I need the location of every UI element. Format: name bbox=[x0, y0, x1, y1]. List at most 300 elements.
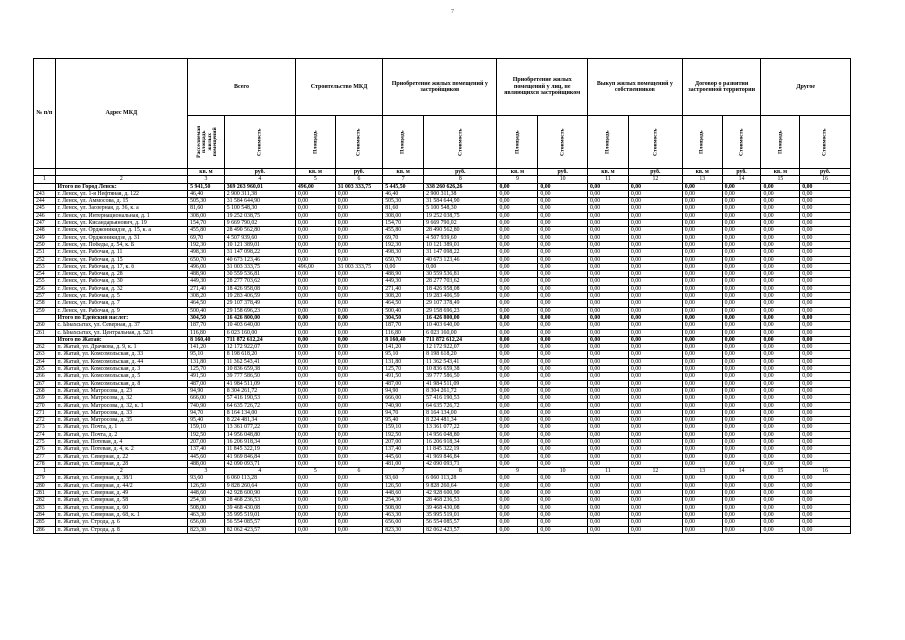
value-cell: 823,30 bbox=[188, 526, 225, 533]
value-cell: 8 198 618,20 bbox=[224, 351, 295, 358]
table-row bbox=[34, 395, 851, 402]
value-cell: 0,00 bbox=[628, 351, 682, 358]
value-cell: 0,00 bbox=[761, 205, 800, 212]
value-cell: 0,00 bbox=[538, 409, 588, 416]
value-cell: 187,70 bbox=[188, 322, 225, 329]
value-cell: 0,00 bbox=[538, 431, 588, 438]
value-cell: 0,00 bbox=[682, 519, 722, 526]
row-number-cell: 276 bbox=[34, 446, 56, 453]
value-cell: 0,00 bbox=[682, 395, 722, 402]
value-cell: 448,60 bbox=[383, 490, 424, 497]
table-row bbox=[34, 424, 851, 431]
value-cell: 0,00 bbox=[800, 438, 851, 445]
subheader-cost bbox=[224, 116, 295, 169]
value-cell: 0,00 bbox=[587, 395, 628, 402]
value-cell: 5 bbox=[295, 468, 335, 475]
value-cell: 666,00 bbox=[383, 395, 424, 402]
value-cell: 0,00 bbox=[335, 336, 382, 343]
value-cell: 0,00 bbox=[587, 380, 628, 387]
value-cell: 10 403 640,00 bbox=[224, 322, 295, 329]
value-cell: 0,00 bbox=[722, 387, 761, 394]
value-cell: 0,00 bbox=[761, 504, 800, 511]
value-cell: 0,00 bbox=[761, 497, 800, 504]
value-cell: 0,00 bbox=[800, 278, 851, 285]
table-body bbox=[34, 169, 851, 534]
value-cell: 0,00 bbox=[722, 314, 761, 321]
value-cell: 711 872 612,24 bbox=[224, 336, 295, 343]
value-cell: 0,00 bbox=[800, 373, 851, 380]
value-cell: 0,00 bbox=[628, 409, 682, 416]
value-cell: 0,00 bbox=[682, 183, 722, 190]
value-cell: 28 490 562,80 bbox=[224, 227, 295, 234]
value-cell: 0,00 bbox=[335, 344, 382, 351]
value-cell: 64 635 726,72 bbox=[224, 402, 295, 409]
value-cell: 0,00 bbox=[800, 402, 851, 409]
value-cell: 0,00 bbox=[587, 190, 628, 197]
value-cell: 496,00 bbox=[295, 183, 335, 190]
value-cell: 308,20 bbox=[188, 293, 225, 300]
value-cell: 0,00 bbox=[761, 460, 800, 467]
value-cell: 0,00 bbox=[295, 395, 335, 402]
value-cell: 0,00 bbox=[800, 431, 851, 438]
value-cell: 0,00 bbox=[628, 475, 682, 482]
value-cell: 0,00 bbox=[538, 198, 588, 205]
value-cell: 11 362 543,41 bbox=[224, 358, 295, 365]
row-number-cell: 243 bbox=[34, 190, 56, 197]
value-cell: 141,20 bbox=[188, 344, 225, 351]
value-cell: 13 bbox=[682, 468, 722, 475]
value-cell: 0,00 bbox=[587, 424, 628, 431]
value-cell: 31 003 333,75 bbox=[335, 183, 382, 190]
row-number-cell: 275 bbox=[34, 438, 56, 445]
subheader-label: Площадь bbox=[312, 130, 319, 154]
header-address: Адрес МКД bbox=[55, 59, 188, 169]
value-cell: 0,00 bbox=[800, 387, 851, 394]
value-cell: 0,00 bbox=[628, 366, 682, 373]
value-cell: 0,00 bbox=[722, 511, 761, 518]
value-cell: 7 bbox=[383, 468, 424, 475]
value-cell: 0,00 bbox=[800, 344, 851, 351]
value-cell: 0,00 bbox=[800, 351, 851, 358]
value-cell: 0,00 bbox=[538, 241, 588, 248]
value-cell: 0,00 bbox=[761, 241, 800, 248]
value-cell: 823,30 bbox=[383, 526, 424, 533]
value-cell: 39 777 586,50 bbox=[424, 373, 497, 380]
value-cell: 207,00 bbox=[188, 438, 225, 445]
value-cell: 0,00 bbox=[761, 227, 800, 234]
value-cell: 0,00 bbox=[761, 278, 800, 285]
value-cell: 0,00 bbox=[761, 417, 800, 424]
value-cell: 0,00 bbox=[628, 314, 682, 321]
value-cell: 0,00 bbox=[628, 183, 682, 190]
value-cell: 41 969 846,84 bbox=[224, 453, 295, 460]
value-cell: 0,00 bbox=[722, 183, 761, 190]
value-cell: 0,00 bbox=[682, 190, 722, 197]
page-number: 7 bbox=[451, 9, 454, 15]
column-index-cell: 15 bbox=[761, 176, 800, 183]
value-cell: 0,00 bbox=[587, 263, 628, 270]
value-cell: 0,00 bbox=[295, 366, 335, 373]
value-cell: 116,80 bbox=[188, 329, 225, 336]
value-cell: 0,00 bbox=[295, 212, 335, 219]
address-cell: п. Жатай, ул. Матросова, д. 33 bbox=[55, 409, 188, 416]
value-cell: 0,00 bbox=[682, 358, 722, 365]
value-cell: 0,00 bbox=[800, 183, 851, 190]
value-cell: 0,00 bbox=[295, 526, 335, 533]
value-cell: 464,50 bbox=[188, 300, 225, 307]
value-cell: 0,00 bbox=[800, 220, 851, 227]
value-cell: 0,00 bbox=[800, 256, 851, 263]
row-number-cell: 270 bbox=[34, 402, 56, 409]
value-cell: 0,00 bbox=[722, 497, 761, 504]
value-cell: 0,00 bbox=[497, 322, 538, 329]
value-cell: 0,00 bbox=[538, 314, 588, 321]
value-cell: 0,00 bbox=[538, 227, 588, 234]
value-cell: 0,00 bbox=[761, 234, 800, 241]
value-cell: 187,70 bbox=[383, 322, 424, 329]
value-cell: 0,00 bbox=[722, 344, 761, 351]
row-number-cell: 267 bbox=[34, 380, 56, 387]
value-cell: 0,00 bbox=[628, 460, 682, 467]
value-cell: 0,00 bbox=[722, 198, 761, 205]
value-cell: 0,00 bbox=[761, 351, 800, 358]
value-cell: 6 bbox=[335, 468, 382, 475]
value-cell: 0,00 bbox=[761, 424, 800, 431]
table-row bbox=[34, 307, 851, 314]
address-cell: п. Жатай, ул. Строда, д. 6 bbox=[55, 519, 188, 526]
value-cell: 0,00 bbox=[800, 460, 851, 467]
column-index-cell: 9 bbox=[497, 176, 538, 183]
table-row bbox=[34, 446, 851, 453]
value-cell: 711 872 612,24 bbox=[424, 336, 497, 343]
value-cell: 304,50 bbox=[383, 314, 424, 321]
value-cell: 487,00 bbox=[188, 380, 225, 387]
value-cell: 308,20 bbox=[383, 293, 424, 300]
value-cell: 0,00 bbox=[383, 263, 424, 270]
value-cell: 505,30 bbox=[383, 198, 424, 205]
address-cell: г. Ленск, ул. Рабочая, д. 17, к. б bbox=[55, 263, 188, 270]
value-cell: 0,00 bbox=[587, 387, 628, 394]
value-cell: 0,00 bbox=[682, 417, 722, 424]
address-cell: г. Ленск, ул. Орджоникидзе, д. 31 bbox=[55, 234, 188, 241]
subheader-label: Расселяемая площадь жилых помещений bbox=[196, 125, 219, 158]
subheader-label: Стоимость bbox=[256, 128, 263, 156]
value-cell: 0,00 bbox=[682, 380, 722, 387]
value-cell: 4 bbox=[224, 468, 295, 475]
value-cell: 0,00 bbox=[497, 519, 538, 526]
value-cell: 0,00 bbox=[295, 234, 335, 241]
value-cell: 0,00 bbox=[628, 424, 682, 431]
subheader-label: Стоимость bbox=[738, 128, 745, 156]
value-cell: 4 507 939,60 bbox=[424, 234, 497, 241]
address-cell: п. Жатай, ул. Северная, д. 44/2 bbox=[55, 482, 188, 489]
value-cell: 0,00 bbox=[722, 278, 761, 285]
value-cell: 0,00 bbox=[722, 271, 761, 278]
value-cell: 19 252 038,75 bbox=[224, 212, 295, 219]
table-row bbox=[34, 285, 851, 292]
value-cell: 10 403 640,00 bbox=[424, 322, 497, 329]
value-cell: 31 003 333,75 bbox=[335, 263, 382, 270]
value-cell: 0,00 bbox=[587, 402, 628, 409]
value-cell: 0,00 bbox=[538, 490, 588, 497]
value-cell: 0,00 bbox=[722, 482, 761, 489]
value-cell: 0,00 bbox=[295, 322, 335, 329]
value-cell: 0,00 bbox=[587, 300, 628, 307]
value-cell: 0,00 bbox=[497, 380, 538, 387]
value-cell: 93,60 bbox=[188, 475, 225, 482]
unit-cell: руб. bbox=[628, 169, 682, 176]
value-cell: 192,30 bbox=[383, 241, 424, 248]
address-cell: п. Жатай, ул. Северная, д. 60 bbox=[55, 504, 188, 511]
value-cell: 0,00 bbox=[682, 453, 722, 460]
value-cell: 271,40 bbox=[383, 285, 424, 292]
address-cell: с. Ынахсытах, ул. Центральная, д. 52/1 bbox=[55, 329, 188, 336]
value-cell: 0,00 bbox=[497, 249, 538, 256]
value-cell: 5 100 548,30 bbox=[424, 205, 497, 212]
table-row bbox=[34, 497, 851, 504]
value-cell: 0,00 bbox=[761, 453, 800, 460]
value-cell: 0,00 bbox=[628, 205, 682, 212]
value-cell: 0,00 bbox=[722, 373, 761, 380]
value-cell: 0,00 bbox=[722, 234, 761, 241]
address-cell: п. Жатай, ул. Северная, д. 58 bbox=[55, 497, 188, 504]
value-cell: 0,00 bbox=[800, 336, 851, 343]
value-cell: 0,00 bbox=[295, 249, 335, 256]
subheader-area bbox=[295, 116, 335, 169]
value-cell: 95,40 bbox=[383, 417, 424, 424]
address-cell: г. Ленск, ул. Рабочая, д. 11 bbox=[55, 249, 188, 256]
column-index-cell: 1 bbox=[34, 176, 56, 183]
value-cell: 0,00 bbox=[800, 212, 851, 219]
value-cell: 0,00 bbox=[761, 475, 800, 482]
value-cell: 0,00 bbox=[497, 490, 538, 497]
value-cell: 42 090 093,71 bbox=[224, 460, 295, 467]
value-cell: 488,00 bbox=[188, 460, 225, 467]
value-cell: 8 198 618,20 bbox=[424, 351, 497, 358]
header-group-construction: Строительство МКД bbox=[295, 59, 382, 116]
value-cell: 0,00 bbox=[761, 431, 800, 438]
table-header bbox=[34, 59, 851, 169]
value-cell: 0,00 bbox=[722, 438, 761, 445]
table-row bbox=[34, 504, 851, 511]
value-cell: 0,00 bbox=[538, 278, 588, 285]
row-number-cell: 280 bbox=[34, 482, 56, 489]
table-row bbox=[34, 453, 851, 460]
value-cell: 5 941,50 bbox=[188, 183, 225, 190]
subheader-area bbox=[587, 116, 628, 169]
value-cell: 131,80 bbox=[383, 358, 424, 365]
value-cell: 39 468 430,08 bbox=[224, 504, 295, 511]
value-cell: 16 426 800,00 bbox=[224, 314, 295, 321]
value-cell: 0,00 bbox=[722, 358, 761, 365]
column-index-cell: 7 bbox=[383, 176, 424, 183]
table-row bbox=[34, 227, 851, 234]
value-cell: 0,00 bbox=[628, 395, 682, 402]
value-cell: 94,90 bbox=[188, 387, 225, 394]
value-cell: 0,00 bbox=[538, 300, 588, 307]
value-cell: 19 283 406,59 bbox=[424, 293, 497, 300]
value-cell: 0,00 bbox=[538, 504, 588, 511]
value-cell: 0,00 bbox=[538, 424, 588, 431]
row-number-cell: 262 bbox=[34, 344, 56, 351]
table-row bbox=[34, 438, 851, 445]
value-cell: 0,00 bbox=[295, 358, 335, 365]
value-cell: 11 845 322,19 bbox=[424, 446, 497, 453]
value-cell: 12 172 922,07 bbox=[424, 344, 497, 351]
value-cell: 0,00 bbox=[335, 511, 382, 518]
value-cell: 0,00 bbox=[722, 526, 761, 533]
value-cell: 0,00 bbox=[497, 329, 538, 336]
value-cell: 82 062 423,57 bbox=[224, 526, 295, 533]
value-cell: 0,00 bbox=[761, 198, 800, 205]
value-cell: 0,00 bbox=[538, 351, 588, 358]
value-cell: 500,40 bbox=[188, 307, 225, 314]
value-cell: 15 bbox=[761, 468, 800, 475]
value-cell: 0,00 bbox=[800, 329, 851, 336]
value-cell: 0,00 bbox=[295, 285, 335, 292]
value-cell: 0,00 bbox=[335, 373, 382, 380]
value-cell: 0,00 bbox=[335, 453, 382, 460]
value-cell: 8 164 134,00 bbox=[424, 409, 497, 416]
value-cell: 29 107 378,49 bbox=[424, 300, 497, 307]
value-cell: 56 554 085,57 bbox=[424, 519, 497, 526]
value-cell: 0,00 bbox=[761, 366, 800, 373]
column-index-cell: 5 bbox=[295, 176, 335, 183]
value-cell: 0,00 bbox=[538, 293, 588, 300]
value-cell: 0,00 bbox=[295, 475, 335, 482]
value-cell: 0,00 bbox=[682, 438, 722, 445]
value-cell: 8 bbox=[424, 468, 497, 475]
value-cell: 0,00 bbox=[628, 322, 682, 329]
value-cell: 0,00 bbox=[761, 438, 800, 445]
value-cell: 0,00 bbox=[800, 249, 851, 256]
value-cell: 0,00 bbox=[587, 220, 628, 227]
value-cell: 0,00 bbox=[538, 307, 588, 314]
value-cell: 740,90 bbox=[383, 402, 424, 409]
value-cell: 0,00 bbox=[722, 263, 761, 270]
value-cell: 0,00 bbox=[682, 344, 722, 351]
value-cell: 18 426 958,08 bbox=[224, 285, 295, 292]
value-cell: 0,00 bbox=[335, 249, 382, 256]
value-cell: 0,00 bbox=[800, 526, 851, 533]
value-cell: 0,00 bbox=[587, 256, 628, 263]
value-cell: 0,00 bbox=[497, 212, 538, 219]
value-cell: 308,00 bbox=[188, 212, 225, 219]
value-cell: 0,00 bbox=[628, 263, 682, 270]
value-cell: 0,00 bbox=[682, 526, 722, 533]
value-cell: 42 928 600,90 bbox=[224, 490, 295, 497]
value-cell: 0,00 bbox=[628, 417, 682, 424]
value-cell: 0,00 bbox=[335, 322, 382, 329]
value-cell: 656,00 bbox=[188, 519, 225, 526]
table-row bbox=[34, 351, 851, 358]
value-cell: 0,00 bbox=[497, 241, 538, 248]
value-cell: 57 416 190,53 bbox=[224, 395, 295, 402]
value-cell: 0,00 bbox=[335, 497, 382, 504]
value-cell: 0,00 bbox=[295, 278, 335, 285]
value-cell: 14 bbox=[722, 468, 761, 475]
value-cell: 487,00 bbox=[383, 380, 424, 387]
table-row bbox=[34, 241, 851, 248]
value-cell: 13 361 077,22 bbox=[424, 424, 497, 431]
value-cell: 94,70 bbox=[188, 409, 225, 416]
value-cell: 0,00 bbox=[295, 402, 335, 409]
value-cell: 30 559 536,81 bbox=[224, 271, 295, 278]
value-cell: 0,00 bbox=[587, 519, 628, 526]
value-cell: 0,00 bbox=[497, 227, 538, 234]
value-cell: 0,00 bbox=[800, 293, 851, 300]
value-cell: 0,00 bbox=[587, 307, 628, 314]
row-number-cell: 263 bbox=[34, 351, 56, 358]
value-cell: 41 984 511,09 bbox=[224, 380, 295, 387]
value-cell: 0,00 bbox=[538, 373, 588, 380]
value-cell: 0,00 bbox=[295, 497, 335, 504]
value-cell: 94,90 bbox=[383, 387, 424, 394]
value-cell: 0,00 bbox=[761, 322, 800, 329]
value-cell: 0,00 bbox=[295, 227, 335, 234]
value-cell: 0,00 bbox=[800, 497, 851, 504]
value-cell: 0,00 bbox=[628, 293, 682, 300]
value-cell: 0,00 bbox=[682, 322, 722, 329]
header-group-development-contract: Договор о развитии застроенной территории bbox=[682, 59, 761, 116]
value-cell: 28 490 562,80 bbox=[424, 227, 497, 234]
table-row bbox=[34, 256, 851, 263]
value-cell: 0,00 bbox=[587, 322, 628, 329]
value-cell: 31 147 098,22 bbox=[224, 249, 295, 256]
value-cell: 0,00 bbox=[538, 438, 588, 445]
value-cell: 0,00 bbox=[682, 285, 722, 292]
value-cell: 0,00 bbox=[587, 227, 628, 234]
value-cell: 46,40 bbox=[383, 190, 424, 197]
address-cell: г. Ленск, ул. Орджоникидзе, д. 15, к. а bbox=[55, 227, 188, 234]
value-cell: 0,00 bbox=[335, 387, 382, 394]
value-cell: 0,00 bbox=[628, 300, 682, 307]
address-cell: г. Ленск, ул. Рабочая, д. 7 bbox=[55, 300, 188, 307]
subheader-resettled-area bbox=[188, 116, 225, 169]
column-index-cell: 11 bbox=[587, 176, 628, 183]
value-cell: 0,00 bbox=[761, 395, 800, 402]
value-cell: 0,00 bbox=[295, 329, 335, 336]
column-index-cell: 12 bbox=[628, 176, 682, 183]
table-row bbox=[34, 278, 851, 285]
value-cell: 0,00 bbox=[335, 205, 382, 212]
row-number-cell: 245 bbox=[34, 205, 56, 212]
value-cell: 0,00 bbox=[295, 190, 335, 197]
row-number-cell: 255 bbox=[34, 278, 56, 285]
value-cell: 0,00 bbox=[497, 183, 538, 190]
value-cell: 41 969 846,84 bbox=[424, 453, 497, 460]
value-cell: 0,00 bbox=[682, 234, 722, 241]
address-cell: г. Ленск, ул. Аммосова, д. 15 bbox=[55, 198, 188, 205]
value-cell: 0,00 bbox=[538, 322, 588, 329]
value-cell: 12 bbox=[628, 468, 682, 475]
value-cell: 39 468 430,08 bbox=[424, 504, 497, 511]
value-cell: 0,00 bbox=[335, 256, 382, 263]
value-cell: 9 669 790,02 bbox=[224, 220, 295, 227]
value-cell: 0,00 bbox=[800, 482, 851, 489]
value-cell: 500,40 bbox=[383, 307, 424, 314]
value-cell: 0,00 bbox=[497, 285, 538, 292]
value-cell: 455,80 bbox=[188, 227, 225, 234]
value-cell: 0,00 bbox=[682, 241, 722, 248]
value-cell: 0,00 bbox=[722, 322, 761, 329]
value-cell: 31 003 333,75 bbox=[224, 263, 295, 270]
value-cell: 0,00 bbox=[497, 526, 538, 533]
subheader-label: Площадь bbox=[777, 130, 784, 154]
value-cell: 0,00 bbox=[682, 300, 722, 307]
table-row bbox=[34, 366, 851, 373]
header-group-buyout: Выкуп жилых помещений у собственников bbox=[587, 59, 682, 116]
